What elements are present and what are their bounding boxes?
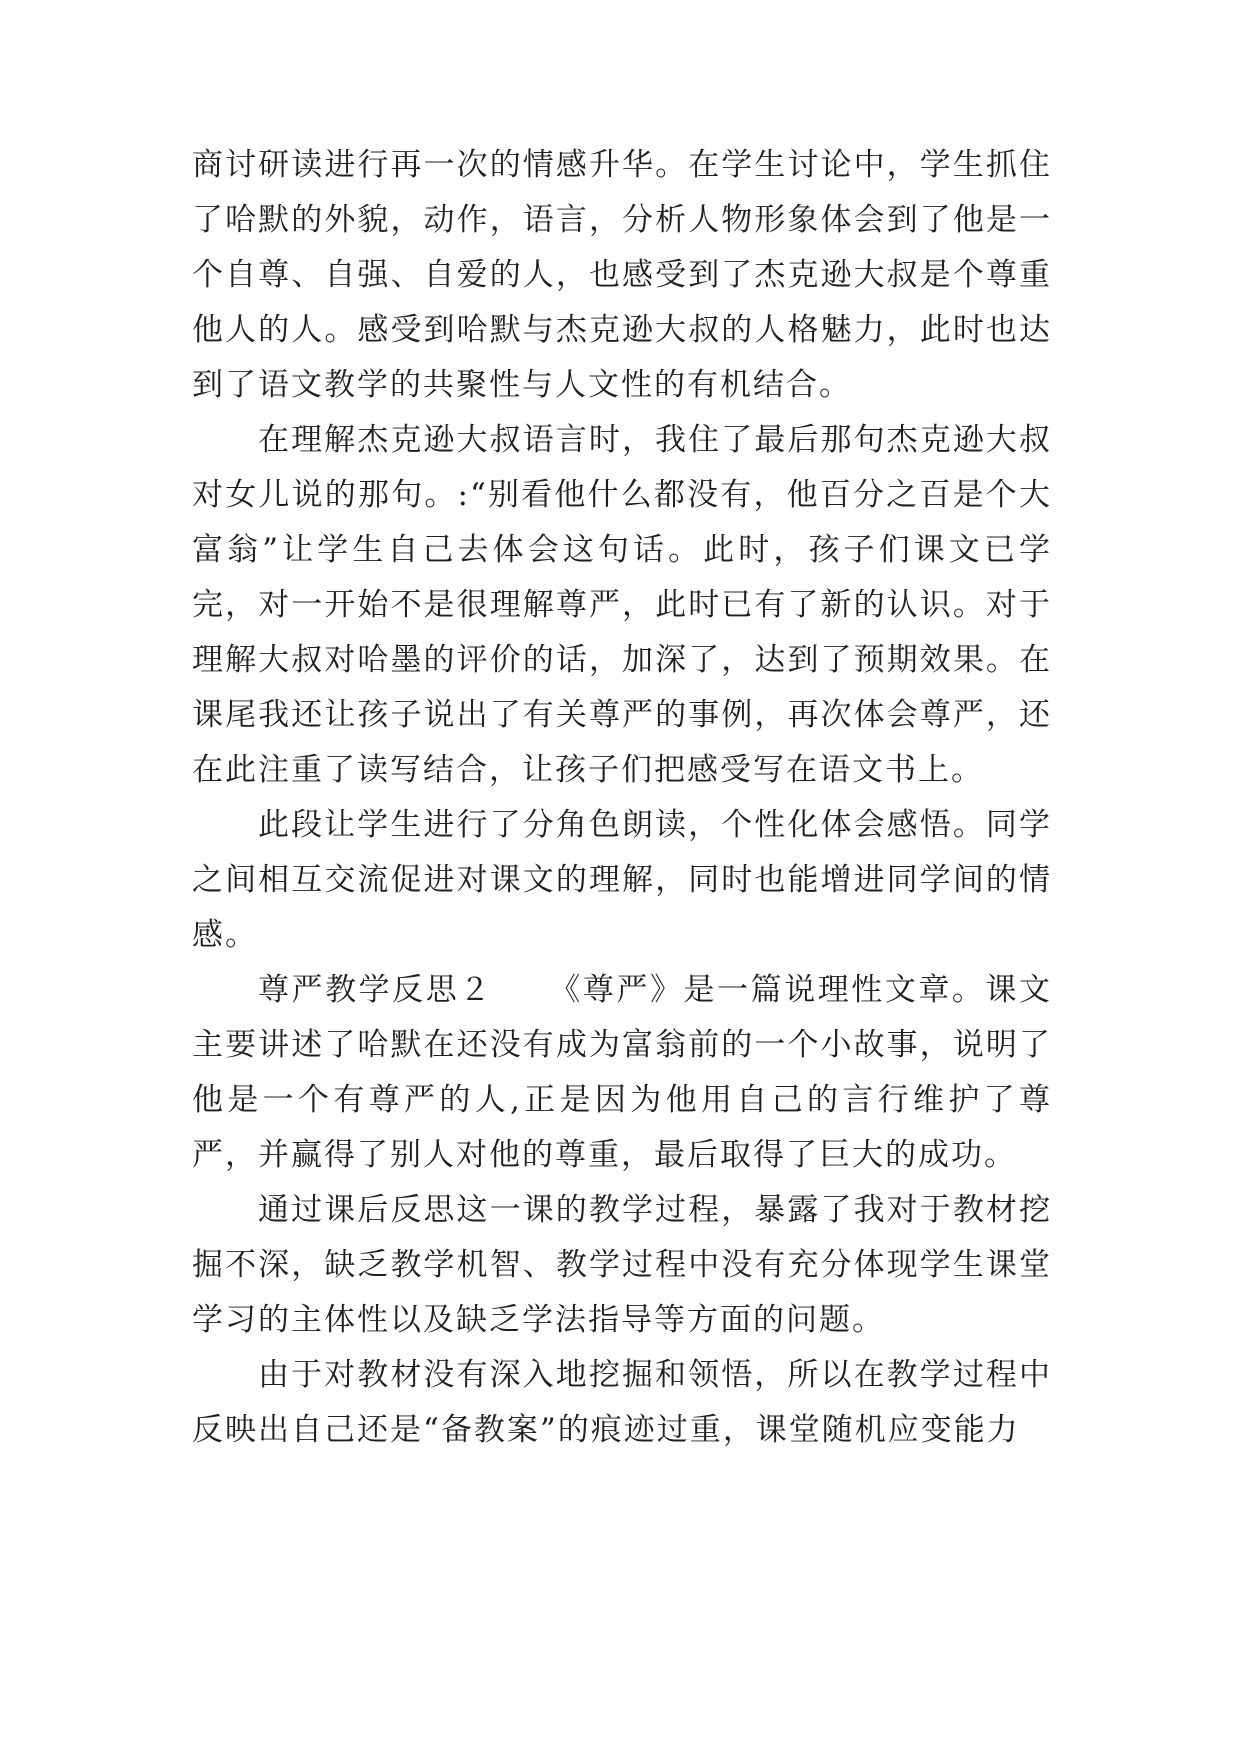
paragraph-2: 在理解杰克逊大叔语言时，我住了最后那句杰克逊大叔对女儿说的那句。:“别看他什么都没有，他百分之百是个大富翁”让学生自己去体会这句话。此时，孩子们课文已学完，对一开始不是很理解尊严，此时已有了新的认识。对于理解大叔对哈墨的评价的话，加深了，达到了预期效果。在课尾我还让孩子说出了有关尊严的事例，再次体会尊严，还在此注重了读写结合，让孩子们把感受写在语文书上。	[192, 422, 1052, 788]
paragraph-3: 此段让学生进行了分角色朗读，个性化体会感悟。同学之间相互交流促进对课文的理解，同时也能增进同学间的情感。	[192, 807, 1052, 953]
section-text: 《尊严》是一篇说理性文章。课文主要讲述了哈默在还没有成为富翁前的一个小故事，说明了他是一个有尊严的人,正是因为他用自己的言行维护了尊严，并赢得了别人对他的尊重，最后取得了巨大的成功。	[192, 972, 1053, 1173]
document-body	[192, 138, 1052, 1458]
paragraph-6: 由于对教材没有深入地挖掘和领悟，所以在教学过程中反映出自己还是“备教案”的痕迹过重，课堂随机应变能力	[192, 1357, 1052, 1448]
paragraph-5: 通过课后反思这一课的教学过程，暴露了我对于教材挖掘不深，缺乏教学机智、教学过程中没有充分体现学生课堂学习的主体性以及缺乏学法指导等方面的问题。	[192, 1192, 1052, 1338]
section-paragraph	[192, 963, 1052, 1183]
paragraph-1: 商讨研读进行再一次的情感升华。在学生讨论中，学生抓住了哈默的外貌，动作，语言，分析人物形象体会到了他是一个自尊、自强、自爱的人，也感受到了杰克逊大叔是个尊重他人的人。感受到哈默与杰克逊大叔的人格魅力，此时也达到了语文教学的共聚性与人文性的有机结合。	[192, 147, 1052, 403]
section-heading: 尊严教学反思２	[258, 972, 493, 1008]
